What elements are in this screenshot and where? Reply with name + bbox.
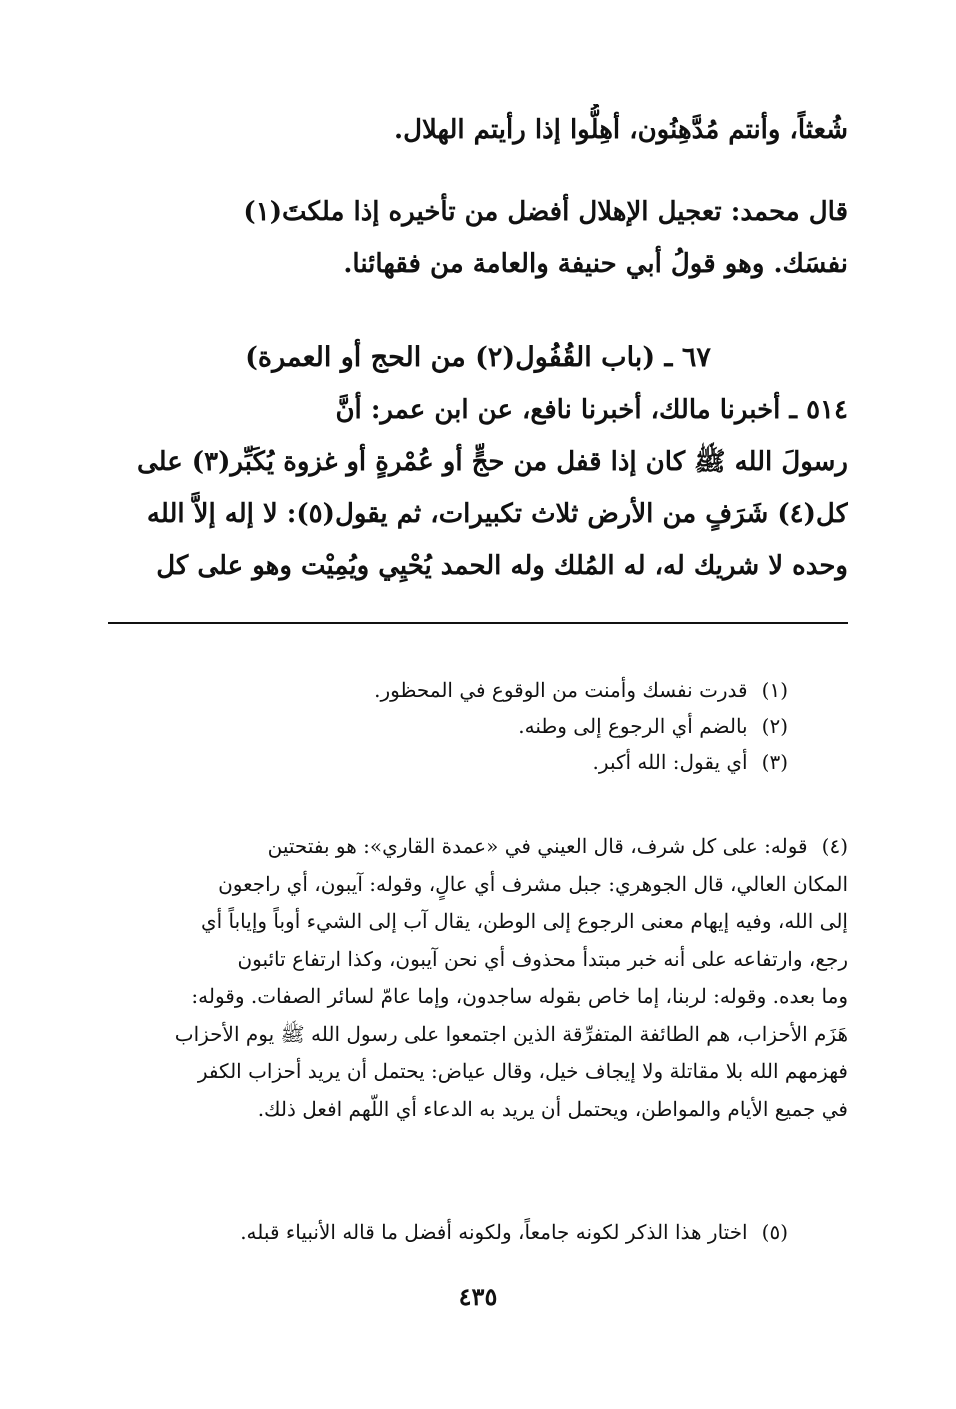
footnote-line (108, 828, 848, 866)
text-line: نفسَك. وهو قولُ أبي حنيفة والعامة من فقهائنا. (343, 249, 848, 279)
main-paragraph-2 (108, 186, 848, 290)
footnote-text: اختار هذا الذكر لكونه جامعاً، ولكونه أفضل ما قاله الأنبياء قبله. (240, 1220, 748, 1244)
chapter-heading: ٦٧ ـ (باب القُفُول(٢) من الحج أو العمرة) (245, 342, 711, 373)
footnote-1 (108, 672, 788, 708)
footnote-line: إلى الله، وفيه إيهام معنى الرجوع إلى الوطن، يقال آب إلى الشيء أوباً وإياباً أي (200, 909, 848, 933)
hadith-paragraph (108, 384, 848, 592)
main-paragraph-1 (108, 104, 848, 156)
footnote-line: فهزمهم الله بلا مقاتلة ولا إيجاف خيل، وقال عياض: يحتمل أن يريد أحزاب الكفر (197, 1059, 848, 1083)
text-line: رسولَ الله ﷺ كان إذا قفل من حجٍّ أو عُمْرةٍ أو غزوة يُكَبِّر(٣) على (136, 447, 848, 477)
footnote-4 (108, 828, 848, 1128)
footnote-number: (٥) (761, 1220, 788, 1244)
footnote-line: المكان العالي، قال الجوهري: جبل مشرف أي عالٍ، وقوله: آيبون، أي راجعون (218, 871, 848, 896)
footnote-line (108, 1214, 788, 1250)
footnote-separator (108, 622, 848, 624)
footnote-text: قوله: على كل شرف، قال العيني في «عمدة القاري»: هو بفتحتين (267, 834, 808, 858)
footnote-number: (١) (761, 678, 788, 702)
text-line: شُعثاً، وأنتم مُدَّهِنُون، أهِلُّوا إذا رأيتم الهلال. (394, 115, 848, 145)
page-number: ٤٣٥ (458, 1282, 498, 1311)
footnote-text: بالضم أي الرجوع إلى وطنه. (518, 714, 748, 738)
footnote-line: وما بعده. وقوله: لربنا، إما خاص بقوله ساجدون، وإما عامّ لسائر الصفات. وقوله: (191, 984, 848, 1008)
footnote-2 (108, 708, 788, 744)
footnotes-short (108, 672, 788, 780)
footnote-number: (٣) (761, 750, 788, 774)
text-line: ٥١٤ ـ أخبرنا مالك، أخبرنا نافع، عن ابن عمر: أنَّ (335, 395, 848, 425)
text-line: كل(٤) شَرَفٍ من الأرض ثلاث تكبيرات، ثم يقول(٥): لا إله إلاَّ الله (146, 499, 848, 529)
footnote-number: (٢) (761, 714, 788, 738)
footnote-line: في جميع الأيام والمواطن، ويحتمل أن يريد به الدعاء أي اللّهم افعل ذلك. (257, 1096, 848, 1121)
text-line: وحده لا شريك له، له المُلك وله الحمد يُحْيِي ويُمِيْت وهو على كل (156, 551, 848, 581)
text-line: قال محمد: تعجيل الإهلال أفضل من تأخيره إذا ملكتَ(١) (243, 197, 848, 227)
footnote-3 (108, 744, 788, 780)
footnote-text: قدرت نفسك وأمنت من الوقوع في المحظور. (374, 678, 748, 702)
footnote-line: هَزَم الأحزاب، هم الطائفة المتفرِّقة الذين اجتمعوا على رسول الله ﷺ يوم الأحزاب (174, 1021, 848, 1046)
footnote-line: رجع، وارتفاعه على أنه خبر مبتدأ محذوف أي نحن آيبون، وكذا ارتفاع تائبون (237, 946, 848, 971)
footnote-number: (٤) (821, 834, 848, 858)
footnote-5 (108, 1214, 788, 1250)
footnote-text: أي يقول: الله أكبر. (592, 750, 748, 774)
